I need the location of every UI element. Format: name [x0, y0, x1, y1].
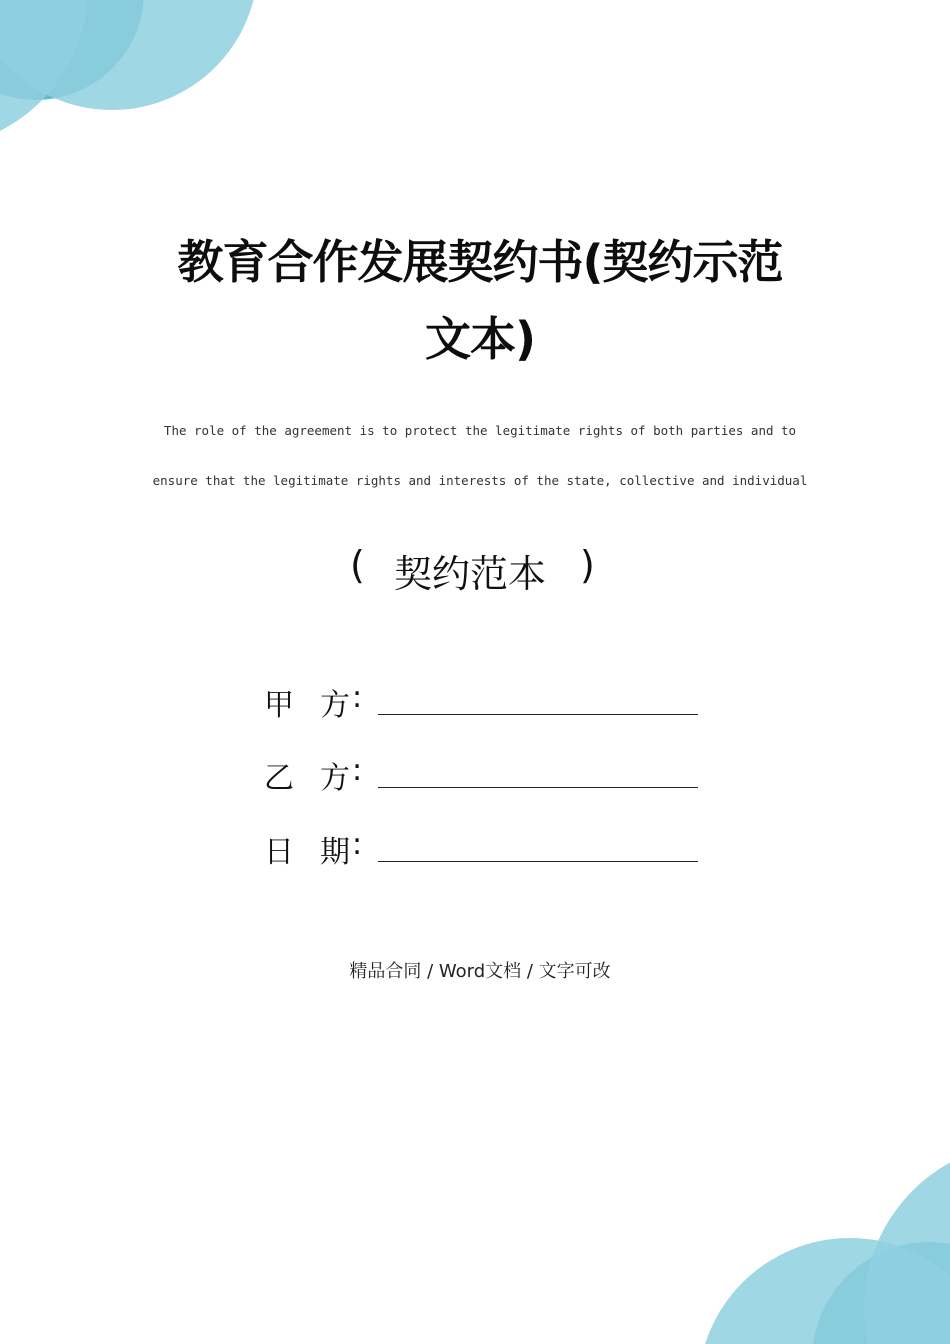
date-label-char-2: 期	[320, 835, 350, 870]
party-a-blank-line[interactable]	[378, 714, 698, 715]
party-b-blank-line[interactable]	[378, 787, 698, 788]
english-subtitle-line-1: The role of the agreement is to protect the legitimate rights of both parties and to	[163, 423, 797, 438]
document-footer-tagline: 精品合同 / Word文档 / 文字可改	[349, 961, 611, 982]
party-b-field	[264, 753, 704, 796]
party-a-colon: :	[352, 680, 363, 715]
party-a-field	[264, 680, 704, 723]
date-field	[264, 827, 704, 870]
date-blank-line[interactable]	[378, 861, 698, 862]
document-title-line-1: 教育合作发展契约书(契约示范	[177, 235, 783, 289]
category-open-paren: (	[350, 543, 365, 587]
party-b-label-char-2: 方	[320, 761, 350, 796]
party-b-colon: :	[352, 753, 363, 788]
date-label-char-1: 日	[264, 835, 294, 870]
top-left-circles	[0, 0, 258, 148]
document-title-line-2: 文本)	[424, 312, 536, 366]
party-a-label-char-2: 方	[320, 688, 350, 723]
party-a-label-char-1: 甲	[264, 688, 294, 723]
date-colon: :	[352, 827, 363, 862]
party-b-label-char-1: 乙	[264, 761, 294, 796]
english-subtitle-line-2: ensure that the legitimate rights and interests of the state, collective and individual	[152, 473, 808, 488]
bottom-right-circles	[698, 1142, 950, 1344]
category-label: 契约范本	[394, 552, 547, 596]
category-close-paren: )	[580, 543, 595, 587]
